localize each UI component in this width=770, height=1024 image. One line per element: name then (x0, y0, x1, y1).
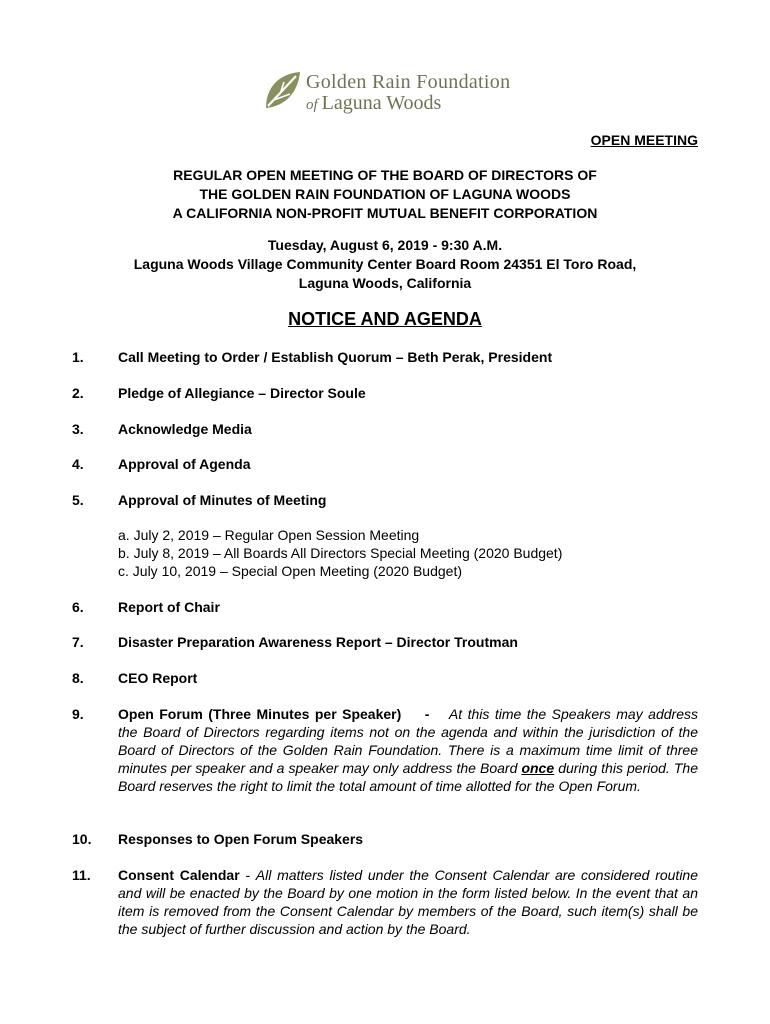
item-label: Responses to Open Forum Speakers (118, 831, 364, 847)
minutes-subitem: b. July 8, 2019 – All Boards All Directors Special Meeting (2020 Budget) (118, 545, 563, 561)
logo-location: Laguna Woods (321, 92, 442, 114)
meeting-datetime-location (0, 236, 770, 293)
title-line: A CALIFORNIA NON-PROFIT MUTUAL BENEFIT CORPORATION (172, 205, 598, 221)
item-description (118, 866, 698, 938)
minutes-subitems (118, 526, 562, 580)
item-label: Disaster Preparation Awareness Report – Director Troutman (118, 634, 518, 650)
item-number: 6. (72, 599, 84, 615)
meeting-title (0, 166, 770, 223)
item-label: Acknowledge Media (118, 421, 252, 437)
foundation-logo (262, 70, 552, 116)
location-line: Laguna Woods Village Community Center Board Room 24351 El Toro Road, (133, 256, 637, 272)
item-description (118, 705, 698, 795)
item-number: 1. (72, 349, 84, 365)
open-meeting-label: OPEN MEETING (590, 132, 698, 148)
item-number: 5. (72, 492, 84, 508)
item-number: 9. (72, 706, 84, 722)
item-text: At this time the Speakers may address the Board of Directors regarding items not on the agenda and within the jurisdiction of the Board of Directors of the Golden Rain Foundation. There is a maximum time limit of three minutes per speaker and a speaker may only address the Board (118, 706, 698, 776)
title-line: THE GOLDEN RAIN FOUNDATION OF LAGUNA WOODS (199, 186, 571, 202)
item-label: CEO Report (118, 670, 198, 686)
logo-title: Golden Rain Foundation (306, 71, 511, 93)
item-number: 11. (72, 867, 91, 883)
item-text: during this period. The Board reserves the right to limit the total amount of time allotted for the Open Forum. (118, 760, 698, 794)
item-text: All matters listed under the Consent Calendar are considered routine and will be enacted by the Board by one motion in the form listed below. In the event that an item is removed from the Consent Calendar by members of the Board, such item(s) shall be the subject of further discussion and action by the Board. (118, 867, 698, 937)
date-line: Tuesday, August 6, 2019 - 9:30 A.M. (267, 237, 503, 253)
item-emphasis: once (521, 760, 555, 776)
item-label: Approval of Minutes of Meeting (118, 492, 327, 508)
minutes-subitem: c. July 10, 2019 – Special Open Meeting (2020 Budget) (118, 563, 462, 579)
notice-heading: NOTICE AND AGENDA (288, 309, 482, 329)
item-dash: - (245, 867, 251, 883)
item-number: 7. (72, 634, 84, 650)
item-label: Approval of Agenda (118, 456, 251, 472)
item-label: Consent Calendar (118, 867, 240, 883)
item-number: 8. (72, 670, 84, 686)
item-label: Call Meeting to Order / Establish Quorum – Beth Perak, President (118, 349, 553, 365)
logo-subtitle (306, 92, 441, 115)
item-number: 3. (72, 421, 84, 437)
item-dash: - (424, 706, 430, 722)
item-number: 4. (72, 456, 84, 472)
location-line: Laguna Woods, California (298, 275, 472, 291)
logo-of: of (306, 97, 318, 113)
item-label: Open Forum (Three Minutes per Speaker) (118, 706, 402, 722)
title-line: REGULAR OPEN MEETING OF THE BOARD OF DIRECTORS OF (173, 167, 597, 183)
minutes-subitem: a. July 2, 2019 – Regular Open Session Meeting (118, 527, 420, 543)
item-label: Report of Chair (118, 599, 220, 615)
item-number: 10. (72, 831, 92, 847)
item-label: Pledge of Allegiance – Director Soule (118, 385, 366, 401)
item-number: 2. (72, 385, 84, 401)
leaf-logo-icon (262, 70, 302, 110)
